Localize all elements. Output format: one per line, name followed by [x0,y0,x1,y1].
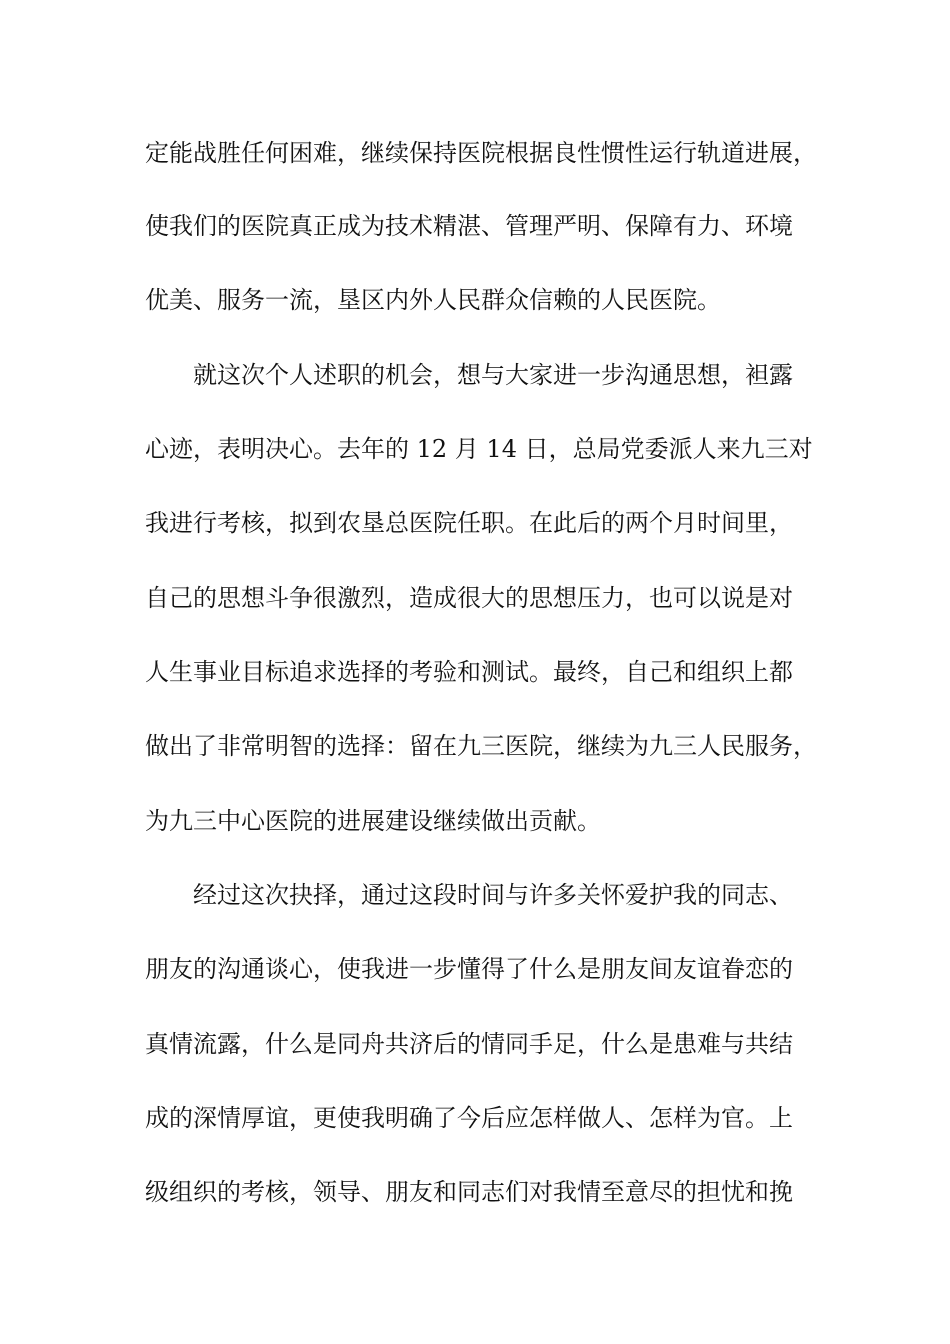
text-line: 心迹，表明决心。去年的 12 月 14 日，总局党委派人来九三对 [145,435,813,463]
paragraph-start-line: 就这次个人述职的机会，想与大家进一步沟通思想，袒露 [193,361,793,389]
text-line: 我进行考核，拟到农垦总医院任职。在此后的两个月时间里， [145,509,793,537]
text-line: 定能战胜任何困难，继续保持医院根据良性惯性运行轨道进展， [145,139,817,167]
paragraph-start-line: 经过这次抉择，通过这段时间与许多关怀爱护我的同志、 [193,881,793,909]
text-line: 自己的思想斗争很激烈，造成很大的思想压力，也可以说是对 [145,584,793,612]
text-line: 为九三中心医院的进展建设继续做出贡献。 [145,807,601,835]
text-line: 级组织的考核，领导、朋友和同志们对我情至意尽的担忧和挽 [145,1178,793,1206]
text-line: 成的深情厚谊，更使我明确了今后应怎样做人、怎样为官。上 [145,1104,793,1132]
text-line: 人生事业目标追求选择的考验和测试。最终，自己和组织上都 [145,658,793,686]
text-line: 使我们的医院真正成为技术精湛、管理严明、保障有力、环境 [145,212,793,240]
text-line: 朋友的沟通谈心，使我进一步懂得了什么是朋友间友谊眷恋的 [145,955,793,983]
text-line: 优美、服务一流，垦区内外人民群众信赖的人民医院。 [145,286,721,314]
text-line: 做出了非常明智的选择：留在九三医院，继续为九三人民服务， [145,732,817,760]
text-line: 真情流露，什么是同舟共济后的情同手足，什么是患难与共结 [145,1030,793,1058]
